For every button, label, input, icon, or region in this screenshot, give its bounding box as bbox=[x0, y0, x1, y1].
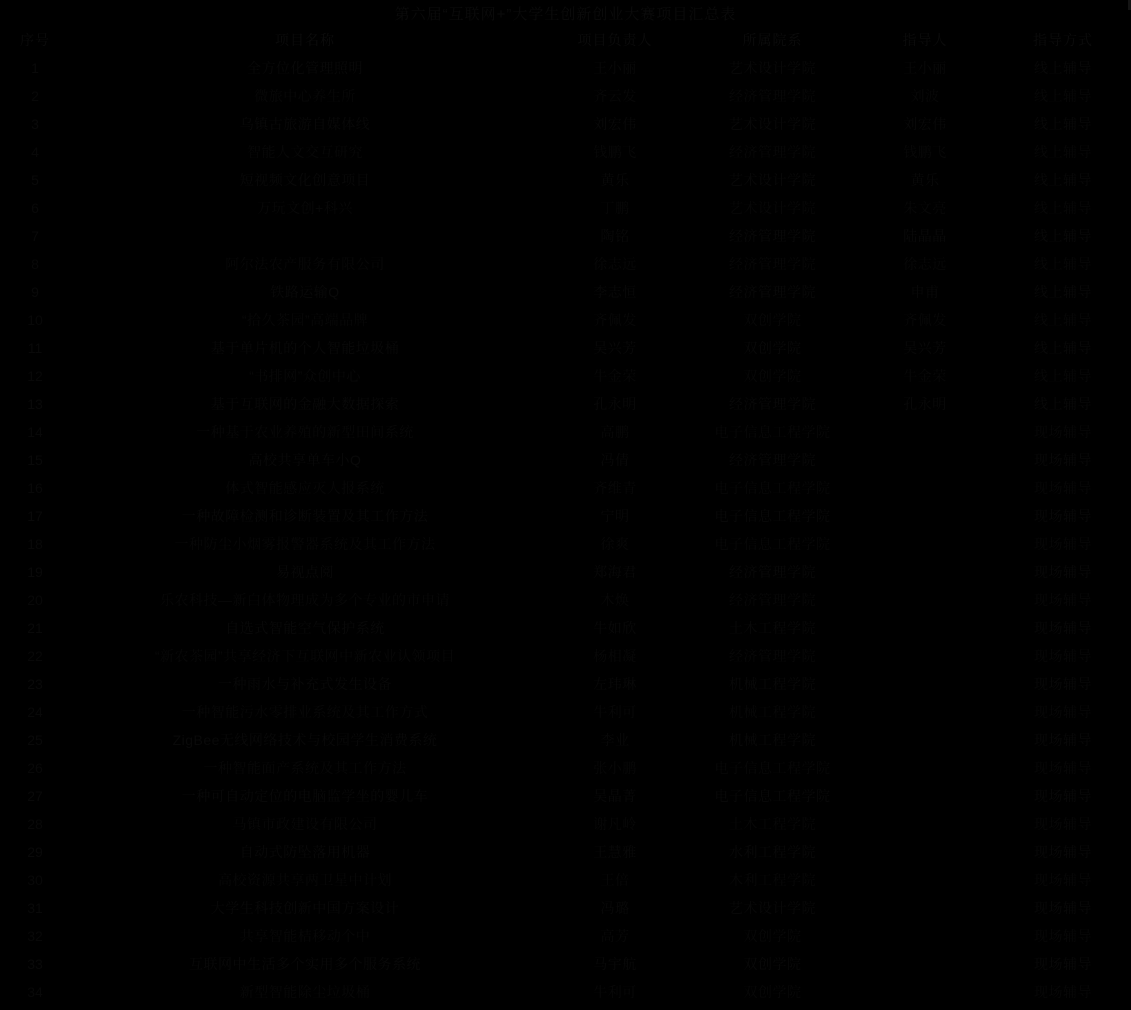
cell-department: 木利工程学院 bbox=[729, 872, 816, 888]
cell-advice-mode: 现场辅导 bbox=[1034, 956, 1092, 972]
cell-leader: 李业 bbox=[600, 732, 630, 748]
cell-department: 土木工程学院 bbox=[729, 620, 816, 636]
cell-index: 21 bbox=[27, 620, 43, 636]
table-row bbox=[0, 82, 1131, 110]
cell-leader: 冯倩 bbox=[600, 452, 630, 468]
cell-advisor: 孔永明 bbox=[903, 396, 947, 412]
table-header-row bbox=[0, 26, 1131, 54]
cell-project-name bbox=[70, 222, 540, 250]
table-row bbox=[0, 726, 1131, 754]
cell-leader: 钱鹏飞 bbox=[593, 144, 637, 160]
cell-department: 艺术设计学院 bbox=[729, 60, 816, 76]
cell-advisor bbox=[855, 726, 995, 754]
cell-index: 26 bbox=[27, 760, 43, 776]
cell-advisor: 吴兴芳 bbox=[903, 340, 947, 356]
cell-leader: 吴兴芳 bbox=[593, 340, 637, 356]
cell-leader: 左玮琳 bbox=[593, 676, 637, 692]
cell-department: 经济管理学院 bbox=[729, 256, 816, 272]
cell-leader: 宁明 bbox=[600, 508, 630, 524]
cell-index: 5 bbox=[31, 172, 39, 188]
cell-advisor bbox=[855, 838, 995, 866]
cell-advisor: 朱文亮 bbox=[903, 200, 947, 216]
cell-department: 土木工程学院 bbox=[729, 816, 816, 832]
cell-leader: 牛利可 bbox=[593, 984, 637, 1000]
cell-index: 2 bbox=[31, 88, 39, 104]
cell-index: 12 bbox=[27, 368, 43, 384]
table-row bbox=[0, 502, 1131, 530]
cell-index: 30 bbox=[27, 872, 43, 888]
cell-advisor bbox=[855, 502, 995, 530]
cell-leader: 齐云发 bbox=[593, 88, 637, 104]
cell-advisor: 王小丽 bbox=[903, 60, 947, 76]
cell-leader: 丁鹏 bbox=[600, 200, 630, 216]
cell-advice-mode: 现场辅导 bbox=[1034, 732, 1092, 748]
cell-project-name: “新农茶园”共享经济下互联网中新农业认领项目 bbox=[154, 648, 456, 664]
cell-index: 23 bbox=[27, 676, 43, 692]
cell-advisor: 牛金荣 bbox=[903, 368, 947, 384]
cell-project-name: 一种基于农业养殖的新型田间系统 bbox=[196, 424, 414, 440]
cell-advice-mode: 线上辅导 bbox=[1034, 88, 1092, 104]
cell-department: 机械工程学院 bbox=[729, 676, 816, 692]
cell-index: 11 bbox=[27, 340, 43, 356]
cell-project-name: 一种故障检测和诊断装置及其工作方法 bbox=[181, 508, 429, 524]
cell-leader: 李志恒 bbox=[593, 284, 637, 300]
column-header-project-name: 项目名称 bbox=[275, 32, 335, 48]
cell-index: 15 bbox=[27, 452, 43, 468]
cell-advice-mode: 线上辅导 bbox=[1034, 116, 1092, 132]
cell-index: 33 bbox=[27, 956, 43, 972]
cell-advisor bbox=[855, 978, 995, 1006]
cell-index: 16 bbox=[27, 480, 43, 496]
cell-project-name: 共享智能桔移动个中 bbox=[239, 928, 371, 944]
table-row bbox=[0, 222, 1131, 250]
cell-advisor bbox=[855, 418, 995, 446]
cell-advisor bbox=[855, 670, 995, 698]
cell-advisor: 刘宏伟 bbox=[903, 116, 947, 132]
cell-index: 20 bbox=[27, 592, 43, 608]
cell-project-name: 一种智能污水零排业系统及其工作方式 bbox=[181, 704, 429, 720]
cell-project-name: 体式智能感应灭人报系统 bbox=[225, 480, 385, 496]
cell-index: 22 bbox=[27, 648, 43, 664]
cell-leader: 吴晶菁 bbox=[593, 788, 637, 804]
cell-advice-mode: 现场辅导 bbox=[1034, 704, 1092, 720]
table-row bbox=[0, 950, 1131, 978]
cell-department: 艺术设计学院 bbox=[729, 172, 816, 188]
cell-leader: 孔永明 bbox=[593, 396, 637, 412]
cell-department: 双创学院 bbox=[743, 340, 802, 356]
cell-department: 机械工程学院 bbox=[729, 732, 816, 748]
cell-advisor bbox=[855, 698, 995, 726]
cell-leader: 牛利可 bbox=[593, 704, 637, 720]
table-row bbox=[0, 418, 1131, 446]
cell-leader: 杨相凝 bbox=[593, 648, 637, 664]
cell-leader: 王慧雅 bbox=[593, 844, 637, 860]
cell-leader: 黄乐 bbox=[600, 172, 630, 188]
table-row bbox=[0, 558, 1131, 586]
cell-department: 电子信息工程学院 bbox=[714, 536, 831, 552]
cell-index: 24 bbox=[27, 704, 43, 720]
cell-index: 13 bbox=[27, 396, 43, 412]
cell-advice-mode: 现场辅导 bbox=[1034, 480, 1092, 496]
table-row bbox=[0, 166, 1131, 194]
cell-department: 双创学院 bbox=[743, 368, 802, 384]
cell-leader: 木焕 bbox=[600, 592, 630, 608]
table-row bbox=[0, 362, 1131, 390]
cell-department: 水利工程学院 bbox=[729, 844, 816, 860]
cell-project-name: 万玩文创+科兴 bbox=[257, 200, 353, 216]
cell-advisor bbox=[855, 754, 995, 782]
cell-index: 10 bbox=[27, 312, 43, 328]
cell-index: 31 bbox=[27, 900, 43, 916]
cell-advice-mode: 现场辅导 bbox=[1034, 620, 1092, 636]
table-row bbox=[0, 306, 1131, 334]
cell-index: 34 bbox=[27, 984, 43, 1000]
table-row bbox=[0, 474, 1131, 502]
cell-department: 艺术设计学院 bbox=[729, 200, 816, 216]
cell-index: 1 bbox=[31, 60, 39, 76]
cell-project-name: 易视点阅 bbox=[276, 564, 334, 580]
table-row bbox=[0, 838, 1131, 866]
cell-advice-mode: 现场辅导 bbox=[1034, 452, 1092, 468]
cell-advisor bbox=[855, 866, 995, 894]
cell-leader: 陶铭 bbox=[600, 228, 630, 244]
cell-advisor: 黄乐 bbox=[910, 172, 940, 188]
cell-project-name: 铁路运输Q bbox=[270, 284, 340, 300]
cell-advice-mode: 现场辅导 bbox=[1034, 592, 1092, 608]
cell-advice-mode: 现场辅导 bbox=[1034, 564, 1092, 580]
table-row bbox=[0, 54, 1131, 82]
cell-project-name: 微旅中心养生所 bbox=[254, 88, 356, 104]
cell-leader: 高鹏 bbox=[600, 424, 630, 440]
cell-leader: 郑海君 bbox=[593, 564, 637, 580]
table-row bbox=[0, 446, 1131, 474]
cell-advisor bbox=[855, 810, 995, 838]
cell-project-name: 乐农科技—新白体物理成为多个专业的市申请 bbox=[160, 592, 450, 608]
cell-department: 经济管理学院 bbox=[729, 564, 816, 580]
cell-advisor: 钱鹏飞 bbox=[903, 144, 947, 160]
cell-advice-mode: 现场辅导 bbox=[1034, 508, 1092, 524]
cell-advice-mode: 线上辅导 bbox=[1034, 396, 1092, 412]
cell-advice-mode: 现场辅导 bbox=[1034, 424, 1092, 440]
cell-department: 艺术设计学院 bbox=[729, 116, 816, 132]
cell-advice-mode: 现场辅导 bbox=[1034, 928, 1092, 944]
column-header-leader: 项目负责人 bbox=[577, 32, 653, 48]
table-row bbox=[0, 138, 1131, 166]
cell-advisor bbox=[855, 950, 995, 978]
cell-advisor bbox=[855, 530, 995, 558]
cell-project-name: “书排网”众创中心 bbox=[249, 368, 361, 384]
cell-project-name: 一种可自动定位的电脑监学坐的婴儿车 bbox=[181, 788, 429, 804]
cell-project-name: 自动式防坠落用机器 bbox=[239, 844, 371, 860]
cell-department: 电子信息工程学院 bbox=[714, 424, 831, 440]
table-row bbox=[0, 334, 1131, 362]
cell-advisor bbox=[855, 782, 995, 810]
cell-leader: 徐志远 bbox=[593, 256, 637, 272]
table-row bbox=[0, 894, 1131, 922]
cell-index: 7 bbox=[31, 228, 39, 244]
cell-project-name: ZigBee无线网络技术与校园学生消费系统 bbox=[172, 732, 438, 748]
table-row bbox=[0, 922, 1131, 950]
cell-department: 经济管理学院 bbox=[729, 144, 816, 160]
cell-advice-mode: 现场辅导 bbox=[1034, 648, 1092, 664]
cell-department: 双创学院 bbox=[743, 312, 802, 328]
page-title: 第六届“互联网+”大学生创新创业大赛项目汇总表 bbox=[394, 6, 737, 23]
cell-project-name: 乌镇古旅游自媒体线 bbox=[239, 116, 371, 132]
table-row bbox=[0, 698, 1131, 726]
cell-department: 经济管理学院 bbox=[729, 648, 816, 664]
cell-leader: 齐维青 bbox=[593, 480, 637, 496]
cell-project-name: 互联网中生活多个实用多个服务系统 bbox=[189, 956, 421, 972]
table-row bbox=[0, 754, 1131, 782]
cell-department: 经济管理学院 bbox=[729, 284, 816, 300]
cell-project-name: 新型智能除尘垃圾桶 bbox=[239, 984, 371, 1000]
cell-leader: 谢凡岭 bbox=[593, 816, 637, 832]
cell-index: 14 bbox=[27, 424, 43, 440]
cell-index: 18 bbox=[27, 536, 43, 552]
cell-advice-mode: 现场辅导 bbox=[1034, 844, 1092, 860]
table-row bbox=[0, 250, 1131, 278]
cell-advice-mode: 现场辅导 bbox=[1034, 788, 1092, 804]
cell-leader: 齐佩发 bbox=[593, 312, 637, 328]
cell-index: 8 bbox=[31, 256, 39, 272]
cell-advisor bbox=[855, 474, 995, 502]
cell-index: 6 bbox=[31, 200, 39, 216]
table-row bbox=[0, 278, 1131, 306]
cell-project-name: 一种雨水与补充式发生设备 bbox=[218, 676, 392, 692]
cell-advice-mode: 现场辅导 bbox=[1034, 984, 1092, 1000]
cell-leader: 王小丽 bbox=[593, 60, 637, 76]
cell-index: 32 bbox=[27, 928, 43, 944]
cell-advice-mode: 线上辅导 bbox=[1034, 144, 1092, 160]
cell-project-name: 基于单片机的个人智能垃圾桶 bbox=[210, 340, 400, 356]
cell-project-name: “拾久茶园”高端品牌 bbox=[241, 312, 369, 328]
cell-advisor bbox=[855, 586, 995, 614]
table-row bbox=[0, 670, 1131, 698]
cell-project-name: 高校资源共享两卫星中计划 bbox=[218, 872, 392, 888]
cell-advice-mode: 线上辅导 bbox=[1034, 256, 1092, 272]
cell-advice-mode: 现场辅导 bbox=[1034, 816, 1092, 832]
cell-advisor bbox=[855, 894, 995, 922]
cell-advisor: 申甫 bbox=[910, 284, 940, 300]
cell-advice-mode: 现场辅导 bbox=[1034, 760, 1092, 776]
cell-department: 经济管理学院 bbox=[729, 88, 816, 104]
table-row bbox=[0, 530, 1131, 558]
column-header-advisor: 指导人 bbox=[902, 32, 948, 48]
cell-advice-mode: 线上辅导 bbox=[1034, 312, 1092, 328]
cell-advice-mode: 线上辅导 bbox=[1034, 284, 1092, 300]
cell-project-name: 短视频文化创意项目 bbox=[239, 172, 371, 188]
cell-department: 经济管理学院 bbox=[729, 396, 816, 412]
cell-advice-mode: 现场辅导 bbox=[1034, 676, 1092, 692]
cell-department: 机械工程学院 bbox=[729, 704, 816, 720]
cell-advisor: 徐志远 bbox=[903, 256, 947, 272]
cell-department: 双创学院 bbox=[743, 984, 802, 1000]
cell-department: 电子信息工程学院 bbox=[714, 508, 831, 524]
cell-advisor bbox=[855, 642, 995, 670]
cell-leader: 冯璐 bbox=[600, 900, 630, 916]
cell-project-name: 全方位化管理照明 bbox=[247, 60, 363, 76]
table-row bbox=[0, 194, 1131, 222]
cell-project-name: 一种智能面产系统及其工作方法 bbox=[203, 760, 407, 776]
table-row bbox=[0, 642, 1131, 670]
table-row bbox=[0, 866, 1131, 894]
cell-advice-mode: 现场辅导 bbox=[1034, 536, 1092, 552]
cell-advice-mode: 现场辅导 bbox=[1034, 900, 1092, 916]
cell-project-name: 高校共享单车小Q bbox=[248, 452, 362, 468]
cell-project-name: 马镇市政建设有限公司 bbox=[232, 816, 378, 832]
table-header bbox=[0, 26, 1131, 54]
cell-project-name: 一种防尘小烟雾报警器系统及其工作方法 bbox=[174, 536, 436, 552]
cell-department: 电子信息工程学院 bbox=[714, 788, 831, 804]
cell-index: 29 bbox=[27, 844, 43, 860]
table-row bbox=[0, 614, 1131, 642]
cell-department: 艺术设计学院 bbox=[729, 900, 816, 916]
cell-leader: 张小鹏 bbox=[593, 760, 637, 776]
cell-advisor: 刘波 bbox=[910, 88, 940, 104]
cell-advice-mode: 线上辅导 bbox=[1034, 172, 1092, 188]
cell-leader: 王倍 bbox=[600, 872, 630, 888]
cell-advice-mode: 线上辅导 bbox=[1034, 368, 1092, 384]
cell-index: 4 bbox=[31, 144, 39, 160]
cell-advisor bbox=[855, 446, 995, 474]
column-header-index: 序号 bbox=[20, 32, 50, 48]
table-body bbox=[0, 54, 1131, 1006]
table-row bbox=[0, 110, 1131, 138]
table-row bbox=[0, 978, 1131, 1006]
cell-advisor bbox=[855, 922, 995, 950]
cell-index: 9 bbox=[31, 284, 39, 300]
table-row bbox=[0, 390, 1131, 418]
cell-leader: 牛如欣 bbox=[593, 620, 637, 636]
cell-advisor bbox=[855, 558, 995, 586]
cell-project-name: 自选式智能空气保护系统 bbox=[225, 620, 385, 636]
cell-leader: 高芳 bbox=[600, 928, 630, 944]
cell-leader: 牛金荣 bbox=[593, 368, 637, 384]
cell-index: 25 bbox=[27, 732, 43, 748]
column-header-advice-mode: 指导方式 bbox=[1033, 32, 1093, 48]
table-row bbox=[0, 810, 1131, 838]
cell-advice-mode: 现场辅导 bbox=[1034, 872, 1092, 888]
cell-project-name: 智能人文交互研究 bbox=[247, 144, 363, 160]
cell-index: 28 bbox=[27, 816, 43, 832]
cell-department: 经济管理学院 bbox=[729, 452, 816, 468]
cell-department: 电子信息工程学院 bbox=[714, 760, 831, 776]
project-summary-table bbox=[0, 26, 1131, 1006]
cell-leader: 刘宏伟 bbox=[593, 116, 637, 132]
cell-project-name: 阿尔法农产服务有限公司 bbox=[225, 256, 385, 272]
cell-department: 经济管理学院 bbox=[729, 592, 816, 608]
column-header-department: 所属院系 bbox=[742, 32, 803, 48]
cell-project-name: 大学生科技创新中国方案设计 bbox=[210, 900, 400, 916]
cell-department: 双创学院 bbox=[743, 956, 802, 972]
cell-index: 27 bbox=[27, 788, 43, 804]
cell-advice-mode: 线上辅导 bbox=[1034, 60, 1092, 76]
cell-department: 经济管理学院 bbox=[729, 228, 816, 244]
cell-advisor: 齐佩发 bbox=[903, 312, 947, 328]
cell-leader: 马宇航 bbox=[593, 956, 637, 972]
cell-advice-mode: 线上辅导 bbox=[1034, 200, 1092, 216]
cell-index: 17 bbox=[27, 508, 43, 524]
cell-advice-mode: 线上辅导 bbox=[1034, 340, 1092, 356]
cell-project-name: 基于互联网的金融大数据探索 bbox=[210, 396, 400, 412]
cell-index: 19 bbox=[27, 564, 43, 580]
table-row bbox=[0, 586, 1131, 614]
cell-advice-mode: 线上辅导 bbox=[1034, 228, 1092, 244]
cell-leader: 徐爽 bbox=[600, 536, 630, 552]
table-row bbox=[0, 782, 1131, 810]
cell-department: 电子信息工程学院 bbox=[714, 480, 831, 496]
cell-advisor: 陆晶晶 bbox=[903, 228, 947, 244]
cell-index: 3 bbox=[31, 116, 39, 132]
cell-department: 双创学院 bbox=[743, 928, 802, 944]
cell-advisor bbox=[855, 614, 995, 642]
